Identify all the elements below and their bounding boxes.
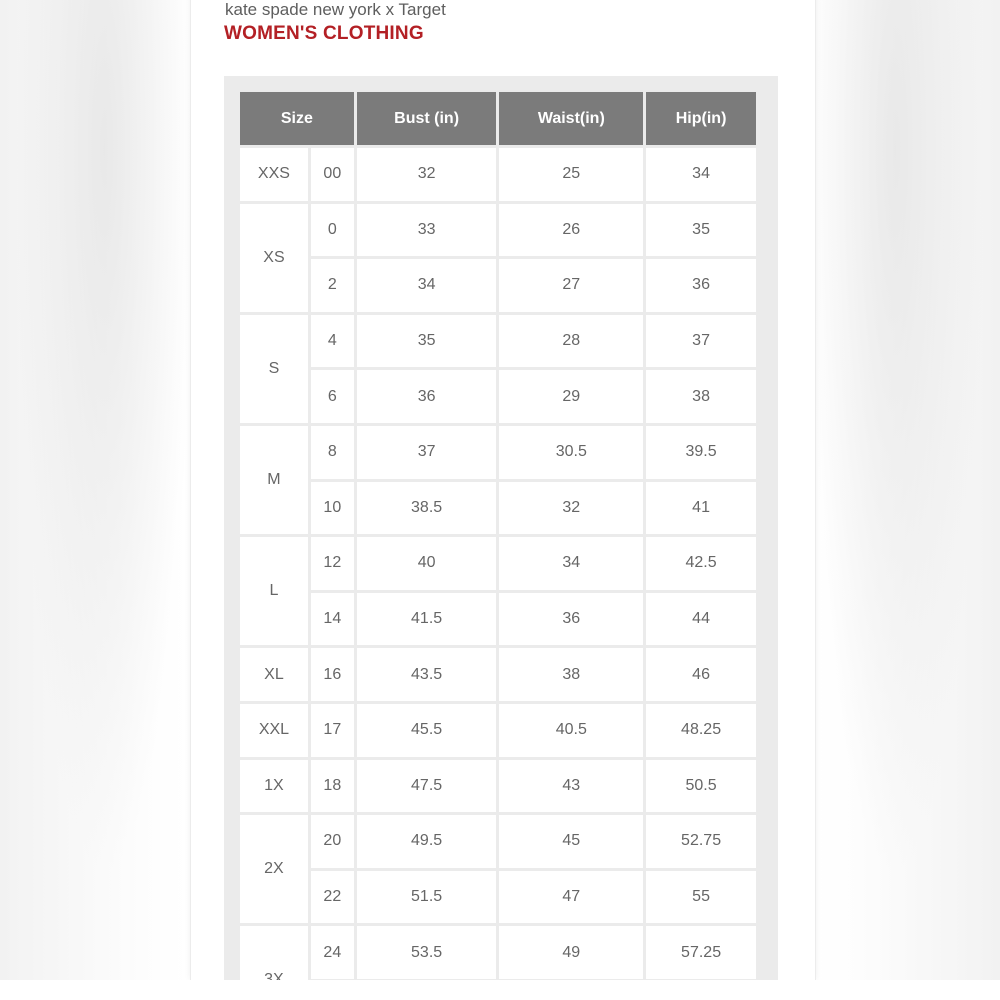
hip-value: 44 xyxy=(646,593,756,646)
size-label: S xyxy=(240,315,308,423)
size-number: 0 xyxy=(311,204,354,257)
brand-line: kate spade new york x Target xyxy=(225,0,446,19)
size-label: L xyxy=(240,537,308,645)
waist-value: 27 xyxy=(499,259,643,312)
size-label: 1X xyxy=(240,760,308,813)
bust-value: 47.5 xyxy=(357,760,497,813)
size-label: XXS xyxy=(240,148,308,201)
hip-value: 36 xyxy=(646,259,756,312)
bust-value: 49.5 xyxy=(357,815,497,868)
bust-value: 43.5 xyxy=(357,648,497,701)
header-size: Size xyxy=(240,92,354,145)
bust-value: 37 xyxy=(357,426,497,479)
hip-value: 46 xyxy=(646,648,756,701)
size-number: 00 xyxy=(311,148,354,201)
size-number: 24 xyxy=(311,926,354,979)
header-waist: Waist(in) xyxy=(499,92,643,145)
size-number: 8 xyxy=(311,426,354,479)
waist-value: 43 xyxy=(499,760,643,813)
waist-value: 32 xyxy=(499,482,643,535)
bust-value: 36 xyxy=(357,370,497,423)
waist-value: 36 xyxy=(499,593,643,646)
hip-value: 57.25 xyxy=(646,926,756,979)
hip-value: 37 xyxy=(646,315,756,368)
table-row xyxy=(240,204,756,257)
waist-value: 26 xyxy=(499,204,643,257)
table-row xyxy=(240,426,756,479)
waist-value: 45 xyxy=(499,815,643,868)
table-row xyxy=(240,593,756,646)
table-row xyxy=(240,704,756,757)
waist-value: 28 xyxy=(499,315,643,368)
table-row xyxy=(240,148,756,201)
waist-value: 34 xyxy=(499,537,643,590)
table-row xyxy=(240,815,756,868)
waist-value: 40.5 xyxy=(499,704,643,757)
size-label: XL xyxy=(240,648,308,701)
bust-value: 33 xyxy=(357,204,497,257)
size-label: XS xyxy=(240,204,308,312)
table-row xyxy=(240,926,756,979)
waist-value: 38 xyxy=(499,648,643,701)
hip-value: 34 xyxy=(646,148,756,201)
table-header-row xyxy=(240,92,756,145)
table-row xyxy=(240,648,756,701)
hip-value: 55 xyxy=(646,871,756,924)
bust-value: 51.5 xyxy=(357,871,497,924)
hip-value: 41 xyxy=(646,482,756,535)
bust-value: 38.5 xyxy=(357,482,497,535)
size-chart-table xyxy=(237,89,759,1000)
size-chart-frame xyxy=(224,76,778,1000)
bust-value: 35 xyxy=(357,315,497,368)
section-title: WOMEN'S CLOTHING xyxy=(224,23,424,44)
waist-value: 25 xyxy=(499,148,643,201)
hip-value: 52.75 xyxy=(646,815,756,868)
size-number: 12 xyxy=(311,537,354,590)
bust-value: 41.5 xyxy=(357,593,497,646)
table-row xyxy=(240,315,756,368)
size-number: 2 xyxy=(311,259,354,312)
size-number: 17 xyxy=(311,704,354,757)
size-label: 2X xyxy=(240,815,308,923)
table-row xyxy=(240,370,756,423)
background-shade-right xyxy=(810,0,1000,1000)
bust-value: 32 xyxy=(357,148,497,201)
table-row xyxy=(240,871,756,924)
size-number: 14 xyxy=(311,593,354,646)
size-number: 4 xyxy=(311,315,354,368)
header-hip: Hip(in) xyxy=(646,92,756,145)
size-number: 20 xyxy=(311,815,354,868)
bust-value: 45.5 xyxy=(357,704,497,757)
waist-value: 49 xyxy=(499,926,643,979)
hip-value: 38 xyxy=(646,370,756,423)
table-row xyxy=(240,482,756,535)
size-number: 6 xyxy=(311,370,354,423)
bust-value: 53.5 xyxy=(357,926,497,979)
table-row xyxy=(240,537,756,590)
size-label: M xyxy=(240,426,308,534)
hip-value: 50.5 xyxy=(646,760,756,813)
bust-value: 40 xyxy=(357,537,497,590)
size-number: 18 xyxy=(311,760,354,813)
size-number: 16 xyxy=(311,648,354,701)
size-number: 22 xyxy=(311,871,354,924)
table-row xyxy=(240,760,756,813)
table-row xyxy=(240,259,756,312)
waist-value: 30.5 xyxy=(499,426,643,479)
hip-value: 42.5 xyxy=(646,537,756,590)
hip-value: 39.5 xyxy=(646,426,756,479)
header-bust: Bust (in) xyxy=(357,92,497,145)
hip-value: 48.25 xyxy=(646,704,756,757)
size-label: XXL xyxy=(240,704,308,757)
waist-value: 47 xyxy=(499,871,643,924)
size-number: 10 xyxy=(311,482,354,535)
bottom-edge xyxy=(0,980,1000,1000)
hip-value: 35 xyxy=(646,204,756,257)
background-shade-left xyxy=(0,0,190,1000)
bust-value: 34 xyxy=(357,259,497,312)
waist-value: 29 xyxy=(499,370,643,423)
